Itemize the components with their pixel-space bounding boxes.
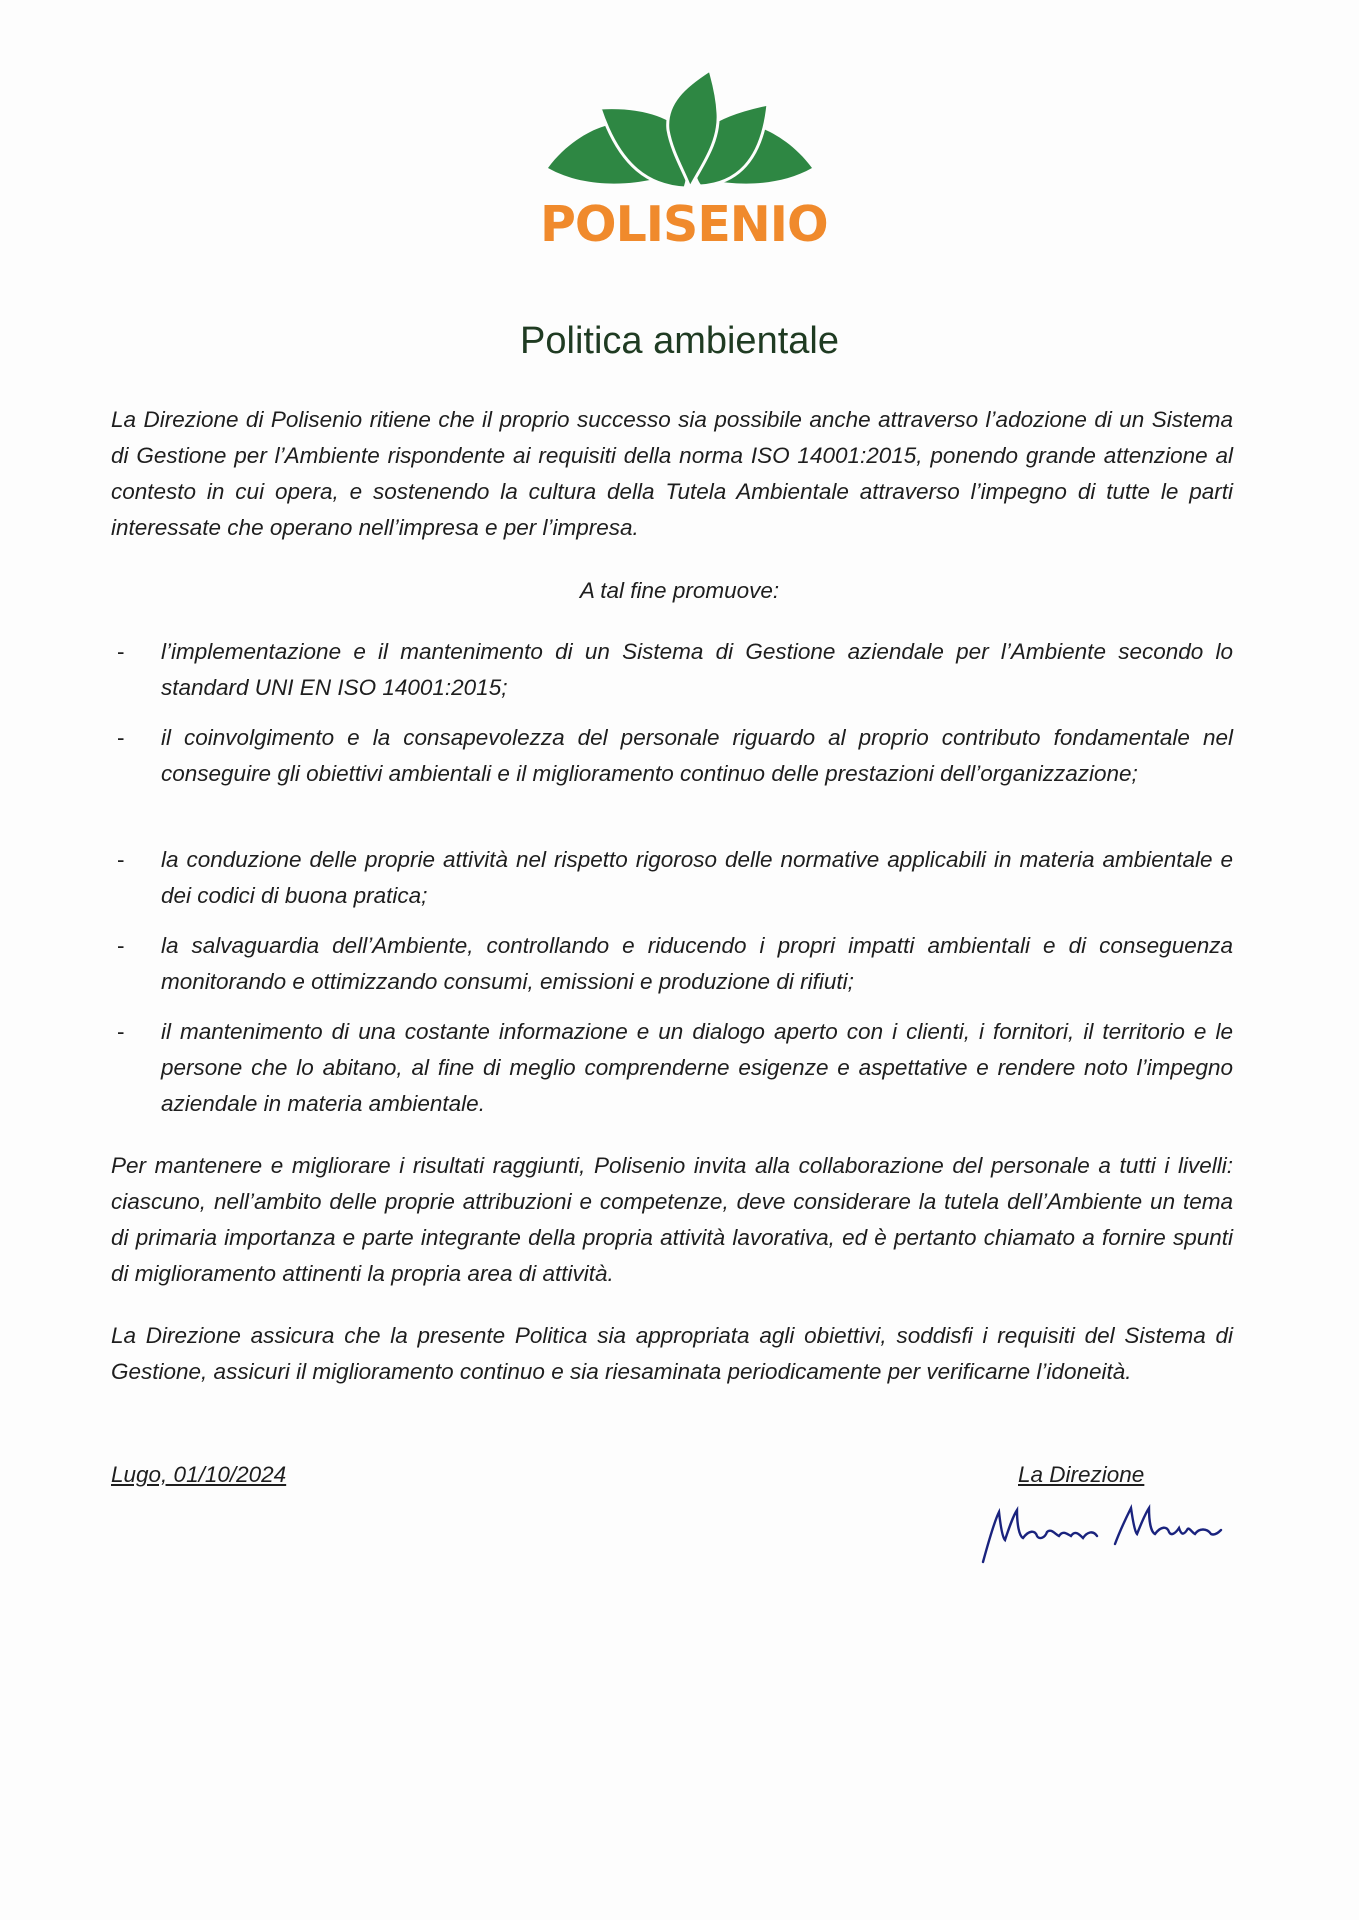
bullet-text: il mantenimento di una costante informazione e un dialogo aperto con i clienti, i fornitori, il territorio e le persone che lo abitano, al fine di meglio comprenderne esigenze e aspettative e rendere noto l’impegno aziendale in materia ambientale. (161, 1019, 1233, 1116)
company-logo (540, 68, 828, 258)
leaves-icon (540, 68, 820, 198)
dash-bullet: - (117, 725, 125, 750)
collaboration-paragraph: Per mantenere e migliorare i risultati raggiunti, Polisenio invita alla collaborazione del personale a tutti i livelli: ciascuno, nell’ambito delle proprie attribuzioni e competenze, deve considerare la tutela dell’Ambiente un tema di primaria importanza e parte integrante della propria attività lavorativa, ed è pertanto chiamato a fornire spunti di miglioramento attinenti la propria area di attività. (111, 1153, 1233, 1286)
brand-name: POLISENIO (540, 196, 828, 253)
bullet-item (111, 928, 1233, 1000)
promote-heading: A tal fine promuove: (579, 578, 780, 603)
document-title: Politica ambientale (520, 320, 839, 362)
dash-bullet: - (117, 1019, 125, 1044)
bullet-item (111, 720, 1233, 792)
bullet-text: la salvaguardia dell’Ambiente, controllando e riducendo i propri impatti ambientali e di conseguenza monitorando e ottimizzando consumi, emissioni e produzione di rifiuti; (161, 933, 1233, 994)
bullet-text: la conduzione delle proprie attività nel rispetto rigoroso delle normative applicabili in materia ambientale e dei codici di buona pratica; (161, 847, 1233, 908)
bullet-item (111, 634, 1233, 706)
bullet-text: il coinvolgimento e la consapevolezza del personale riguardo al proprio contributo fondamentale nel conseguire gli obiettivi ambientali e il miglioramento continuo delle prestazioni dell’organizzazione; (161, 725, 1233, 786)
signature (975, 1500, 1235, 1570)
dash-bullet: - (117, 639, 125, 664)
intro-paragraph: La Direzione di Polisenio ritiene che il proprio successo sia possibile anche attraverso l’adozione di un Sistema di Gestione per l’Ambiente rispondente ai requisiti della norma ISO 14001:2015, ponendo grande attenzione al contesto in cui opera, e sostenendo la cultura della Tutela Ambientale attraverso l’impegno di tutte le parti interessate che operano nell’impresa e per l’impresa. (111, 407, 1233, 540)
place-date: Lugo, 01/10/2024 (111, 1462, 287, 1487)
bullet-item (111, 1014, 1233, 1122)
bullet-text: l’implementazione e il mantenimento di un Sistema di Gestione aziendale per l’Ambiente secondo lo standard UNI EN ISO 14001:2015; (161, 639, 1233, 700)
signer-label: La Direzione (1018, 1462, 1145, 1487)
dash-bullet: - (117, 847, 125, 872)
bullet-item (111, 842, 1233, 914)
dash-bullet: - (117, 933, 125, 958)
commitment-paragraph: La Direzione assicura che la presente Politica sia appropriata agli obiettivi, soddisfi i requisiti del Sistema di Gestione, assicuri il miglioramento continuo e sia riesaminata periodicamente per verificarne l’idoneità. (111, 1323, 1233, 1384)
